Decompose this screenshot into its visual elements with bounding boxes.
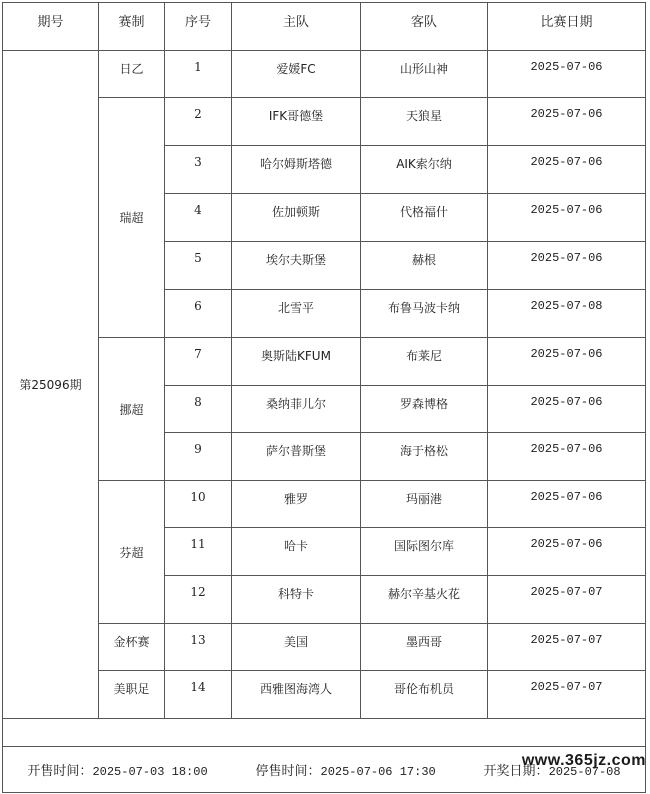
sale-close-time [255, 760, 435, 779]
seq-cell: 7 [165, 338, 232, 386]
header-away: 客队 [361, 3, 488, 51]
sale-open-value: 2025-07-03 18:00 [92, 765, 208, 779]
seq-cell: 11 [165, 528, 232, 576]
away-team-cell: 赫根 [361, 242, 488, 290]
date-cell: 2025-07-06 [488, 146, 646, 194]
away-team-cell: 玛丽港 [361, 481, 488, 528]
sale-close-value: 2025-07-06 17:30 [320, 765, 436, 779]
seq-cell: 5 [165, 242, 232, 290]
header-period: 期号 [3, 3, 99, 51]
away-team-cell: AIK索尔纳 [361, 146, 488, 194]
away-team-cell: 海于格松 [361, 433, 488, 481]
away-team-cell: 哥伦布机员 [361, 671, 488, 719]
home-team-cell: 奥斯陆KFUM [232, 338, 361, 386]
date-cell: 2025-07-08 [488, 290, 646, 338]
period-cell: 第25096期 [3, 51, 99, 719]
home-team-cell: 哈卡 [232, 528, 361, 576]
home-team-cell: 科特卡 [232, 576, 361, 624]
blank-cell [3, 719, 646, 747]
away-team-cell: 布莱尼 [361, 338, 488, 386]
date-cell: 2025-07-06 [488, 338, 646, 386]
league-cell: 瑞超 [99, 98, 165, 338]
date-cell: 2025-07-06 [488, 242, 646, 290]
home-team-cell: 萨尔普斯堡 [232, 433, 361, 481]
seq-cell: 12 [165, 576, 232, 624]
home-team-cell: 佐加顿斯 [232, 194, 361, 242]
sale-close-label: 停售时间： [255, 764, 321, 779]
date-cell: 2025-07-06 [488, 98, 646, 146]
header-row [3, 3, 646, 51]
draw-date-value: 2025-07-08 [548, 765, 621, 779]
sale-open-label: 开售时间： [27, 764, 93, 779]
home-team-cell: 桑纳菲儿尔 [232, 386, 361, 433]
league-cell: 芬超 [99, 481, 165, 624]
seq-cell: 9 [165, 433, 232, 481]
league-cell: 挪超 [99, 338, 165, 481]
date-cell: 2025-07-07 [488, 624, 646, 671]
header-date: 比赛日期 [488, 3, 646, 51]
table-row [3, 671, 646, 719]
away-team-cell: 布鲁马波卡纳 [361, 290, 488, 338]
date-cell: 2025-07-06 [488, 481, 646, 528]
seq-cell: 13 [165, 624, 232, 671]
seq-cell: 3 [165, 146, 232, 194]
league-cell: 金杯赛 [99, 624, 165, 671]
away-team-cell: 代格福什 [361, 194, 488, 242]
date-cell: 2025-07-06 [488, 386, 646, 433]
date-cell: 2025-07-07 [488, 671, 646, 719]
seq-cell: 1 [165, 51, 232, 98]
seq-cell: 8 [165, 386, 232, 433]
away-team-cell: 罗森博格 [361, 386, 488, 433]
away-team-cell: 赫尔辛基火花 [361, 576, 488, 624]
table-row [3, 51, 646, 98]
sale-open-time [27, 760, 207, 779]
home-team-cell: 爱媛FC [232, 51, 361, 98]
home-team-cell: 北雪平 [232, 290, 361, 338]
header-league: 赛制 [99, 3, 165, 51]
home-team-cell: IFK哥德堡 [232, 98, 361, 146]
away-team-cell: 天狼星 [361, 98, 488, 146]
away-team-cell: 国际图尔库 [361, 528, 488, 576]
seq-cell: 2 [165, 98, 232, 146]
seq-cell: 14 [165, 671, 232, 719]
home-team-cell: 埃尔夫斯堡 [232, 242, 361, 290]
away-team-cell: 山形山神 [361, 51, 488, 98]
seq-cell: 6 [165, 290, 232, 338]
blank-row [3, 719, 646, 747]
header-home: 主队 [232, 3, 361, 51]
date-cell: 2025-07-06 [488, 51, 646, 98]
table-row [3, 98, 646, 146]
away-team-cell: 墨西哥 [361, 624, 488, 671]
home-team-cell: 西雅图海湾人 [232, 671, 361, 719]
date-cell: 2025-07-06 [488, 528, 646, 576]
date-cell: 2025-07-06 [488, 194, 646, 242]
draw-date-label: 开奖日期： [483, 764, 549, 779]
home-team-cell: 美国 [232, 624, 361, 671]
table-row [3, 338, 646, 386]
league-cell: 日乙 [99, 51, 165, 98]
table-row [3, 624, 646, 671]
seq-cell: 4 [165, 194, 232, 242]
seq-cell: 10 [165, 481, 232, 528]
date-cell: 2025-07-07 [488, 576, 646, 624]
date-cell: 2025-07-06 [488, 433, 646, 481]
home-team-cell: 雅罗 [232, 481, 361, 528]
lottery-schedule-table [2, 2, 646, 793]
table-row [3, 481, 646, 528]
header-seq: 序号 [165, 3, 232, 51]
league-cell: 美职足 [99, 671, 165, 719]
home-team-cell: 哈尔姆斯塔德 [232, 146, 361, 194]
site-watermark: www.365jz.com [521, 752, 646, 769]
